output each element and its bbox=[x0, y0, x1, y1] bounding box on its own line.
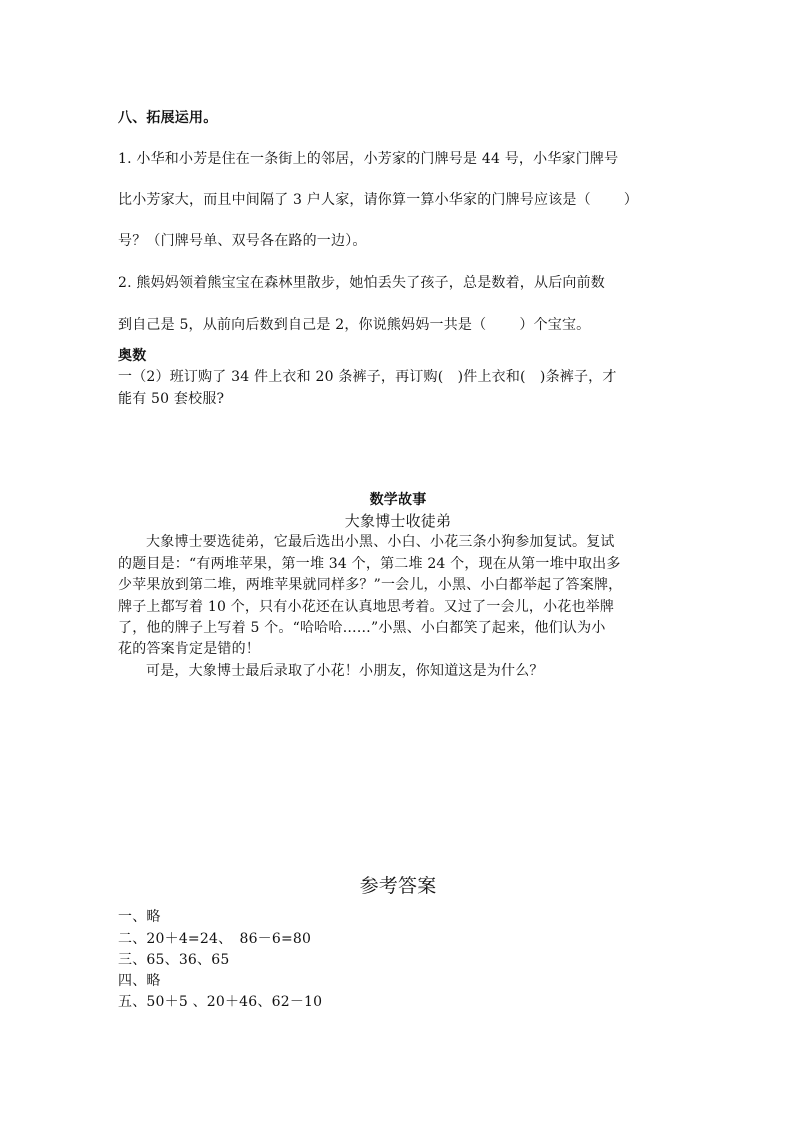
story-line: 大象博士要选徒弟，它最后选出小黑、小白、小花三条小狗参加复试。复试 bbox=[146, 534, 615, 550]
section-title-extension: 八、拓展运用。 bbox=[118, 110, 218, 126]
story-line: 了，他的牌子上写着 5 个。“哈哈哈……”小黑、小白都笑了起来，他们认为小 bbox=[118, 620, 606, 636]
story-line: 可是，大象博士最后录取了小花！小朋友，你知道这是为什么？ bbox=[146, 663, 544, 679]
question-1-line-2: 比小芳家大，而且中间隔了 3 户人家，请你算一算小华家的门牌号应该是（ ） bbox=[118, 192, 639, 208]
story-title: 大象博士收徒弟 bbox=[344, 512, 452, 530]
question-1-line-3: 号？（门牌号单、双号各在路的一边）。 bbox=[118, 233, 367, 249]
question-2-line-1: 2. 熊妈妈领着熊宝宝在森林里散步，她怕丢失了孩子，总是数着，从后向前数 bbox=[118, 275, 606, 291]
olympiad-title: 奥数 bbox=[118, 348, 147, 364]
answer-item: 一、略 bbox=[118, 909, 161, 925]
story-line: 花的答案肯定是错的！ bbox=[118, 641, 260, 657]
story-section-title: 数学故事 bbox=[369, 492, 427, 508]
question-2-line-2: 到自己是 5，从前向后数到自己是 2，你说熊妈妈一共是（ ）个宝宝。 bbox=[118, 317, 591, 333]
olympiad-line-2: 能有 50 套校服? bbox=[118, 391, 225, 407]
answer-item: 五、50＋5 、20＋46、62－10 bbox=[118, 994, 323, 1010]
answer-item: 二、20＋4=24、 86－6=80 bbox=[118, 931, 312, 947]
question-1-line-1: 1. 小华和小芳是住在一条街上的邻居，小芳家的门牌号是 44 号，小华家门牌号 bbox=[118, 151, 619, 167]
answer-item: 四、略 bbox=[118, 973, 161, 989]
story-line: 少苹果放到第二堆，两堆苹果就同样多？”一会儿，小黑、小白都举起了答案牌， bbox=[118, 577, 623, 593]
story-line: 牌子上都写着 10 个，只有小花还在认真地思考着。又过了一会儿，小花也举牌 bbox=[118, 599, 615, 615]
answers-title: 参考答案 bbox=[359, 875, 437, 897]
story-line: 的题目是：“有两堆苹果，第一堆 34 个，第二堆 24 个，现在从第一堆中取出多 bbox=[118, 556, 621, 572]
olympiad-line-1: 一（2）班订购了 34 件上衣和 20 条裤子，再订购( )件上衣和( )条裤子，才 bbox=[118, 369, 617, 385]
answer-item: 三、65、36、65 bbox=[118, 952, 230, 968]
